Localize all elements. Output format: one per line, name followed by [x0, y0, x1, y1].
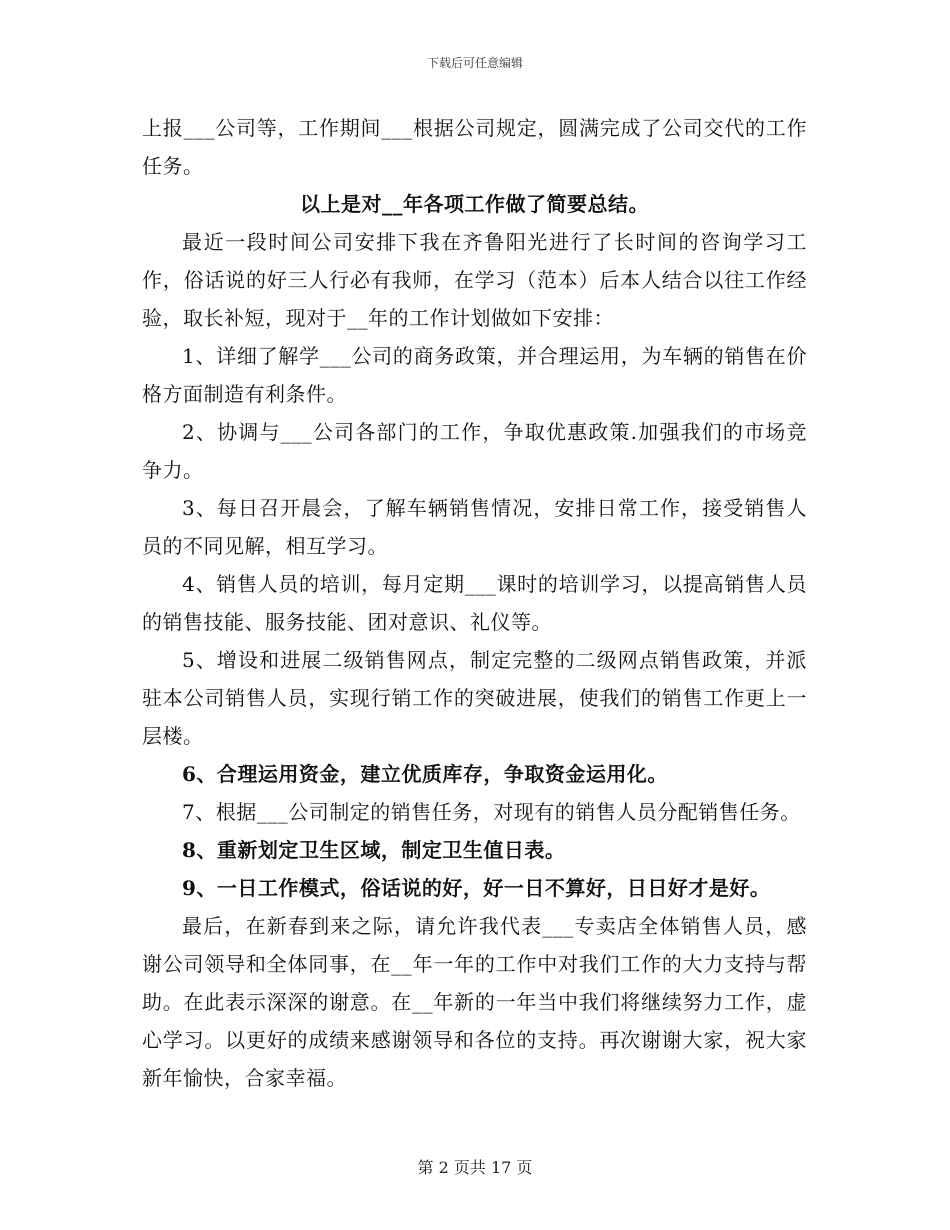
- document-body: [142, 109, 807, 1097]
- paragraph-closing: 最后，在新春到来之际，请允许我代表___专卖店全体销售人员，感谢公司领导和全体同事，在__年一年的工作中对我们工作的大力支持与帮助。在此表示深深的谢意。在__年新的一年当中我们将继续努力工作，虚心学习。以更好的成绩来感谢领导和各位的支持。再次谢谢大家，祝大家新年愉快，合家幸福。: [142, 914, 807, 1090]
- paragraph-continuation: 上报___公司等，工作期间___根据公司规定，圆满完成了公司交代的工作任务。: [142, 116, 807, 178]
- plan-item-6: 6、合理运用资金，建立优质库存，争取资金运用化。: [182, 762, 668, 786]
- plan-item-7: 7、根据___公司制定的销售任务，对现有的销售人员分配销售任务。: [182, 800, 801, 824]
- summary-heading: 以上是对__年各项工作做了简要总结。: [300, 192, 649, 216]
- plan-item-3: 3、每日召开晨会，了解车辆销售情况，安排日常工作，接受销售人员的不同见解，相互学习。: [142, 496, 807, 558]
- plan-item-1: 1、详细了解学___公司的商务政策，并合理运用，为车辆的销售在价格方面制造有利条件。: [142, 344, 807, 406]
- page-header-note: 下载后可任意编辑: [426, 56, 523, 70]
- plan-item-4: 4、销售人员的培训，每月定期___课时的培训学习，以提高销售人员的销售技能、服务技能、团对意识、礼仪等。: [142, 572, 807, 634]
- paragraph-intro: 最近一段时间公司安排下我在齐鲁阳光进行了长时间的咨询学习工作，俗话说的好三人行必有我师，在学习（范本）后本人结合以往工作经验，取长补短，现对于__年的工作计划做如下安排：: [142, 230, 807, 330]
- plan-item-8: 8、重新划定卫生区域，制定卫生值日表。: [182, 838, 566, 862]
- plan-item-9: 9、一日工作模式，俗话说的好，好一日不算好，日日好才是好。: [182, 876, 771, 900]
- page-number: 第 2 页共 17 页: [417, 1158, 533, 1177]
- plan-item-2: 2、协调与___公司各部门的工作，争取优惠政策.加强我们的市场竞争力。: [142, 420, 807, 482]
- plan-item-5: 5、增设和进展二级销售网点，制定完整的二级网点销售政策，并派驻本公司销售人员，实现行销工作的突破进展，使我们的销售工作更上一层楼。: [142, 648, 807, 748]
